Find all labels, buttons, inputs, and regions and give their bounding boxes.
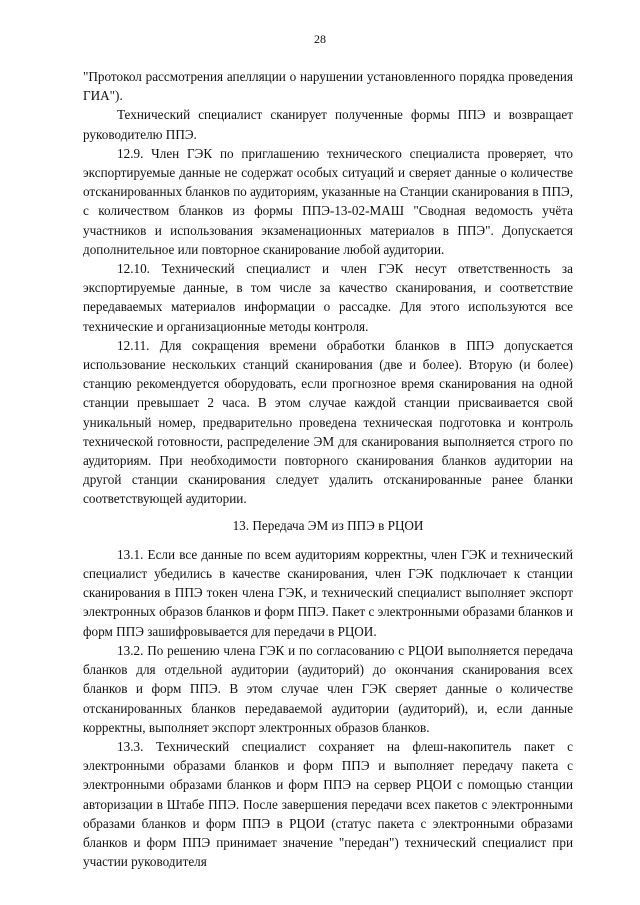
paragraph-12-9: 12.9. Член ГЭК по приглашению технического специалиста проверяет, что экспортируемые данные не содержат особых ситуаций и сверяет данные о количестве отсканированных бланков по аудиториям, указанные на Станции сканирования в ППЭ, с количеством бланков из формы ППЭ-13-02-МАШ "Сводная ведомость учёта участников и использования экзаменационных материалов в ППЭ". Допускается дополнительное или повторное сканирование любой аудитории. <box>83 145 573 257</box>
paragraph-12-11: 12.11. Для сокращения времени обработки бланков в ППЭ допускается использование нескольких станций сканирования (две и более). Вторую (и более) станцию рекомендуется оборудовать, если прогнозное время сканирования на одной станции превышает 2 часа. В этом случае каждой станции присваивается свой уникальный номер, предварительно проведена техническая подготовка и контроль технической готовности, распределение ЭМ для сканирования выполняется строго по аудиториям. При необходимости повторного сканирования бланков аудитории на другой станции сканирования следует удалить отсканированные ранее бланки соответствующей аудитории. <box>83 337 573 507</box>
document-body <box>83 67 573 871</box>
paragraph-13-2: 13.2. По решению члена ГЭК и по согласованию с РЦОИ выполняется передача бланков для отдельной аудитории (аудиторий) до окончания сканирования всех бланков и форм ППЭ. В этом случае член ГЭК сверяет данные о количестве отсканированных бланков передаваемой аудитории (аудиторий), и, если данные корректны, выполняет экспорт электронных образов бланков. <box>83 642 573 735</box>
paragraph-13-3: 13.3. Технический специалист сохраняет на флеш-накопитель пакет с электронными образами бланков и форм ППЭ и выполняет передачу пакета с электронными образами бланков и форм ППЭ на сервер РЦОИ с помощью станции авторизации в Штабе ППЭ. После завершения передачи всех пакетов с электронными образами бланков и форм ППЭ в РЦОИ (статус пакета с электронными образами бланков и форм ППЭ принимает значение "передан") технический специалист при участии руководителя <box>83 738 573 870</box>
paragraph-12-10: 12.10. Технический специалист и член ГЭК несут ответственность за экспортируемые данные, в том числе за качество сканирования, и соответствие передаваемых материалов информации о рассадке. Для этого используются все технические и организационные методы контроля. <box>83 261 573 334</box>
page-number: 28 <box>314 32 326 46</box>
section-heading: 13. Передача ЭМ из ППЭ в РЦОИ <box>232 517 424 533</box>
paragraph: Технический специалист сканирует полученные формы ППЭ и возвращает руководителю ППЭ. <box>83 107 573 142</box>
paragraph-continuation: "Протокол рассмотрения апелляции о нарушении установленного порядка проведения ГИА"). <box>83 69 573 104</box>
paragraph-13-1: 13.1. Если все данные по всем аудиториям корректны, член ГЭК и технический специалист убедились в качестве сканирования, член ГЭК подключает к станции сканирования в ППЭ токен члена ГЭК, и технический специалист выполняет экспорт электронных образов бланков и форм ППЭ. Пакет с электронными образами бланков и форм ППЭ зашифровывается для передачи в РЦОИ. <box>83 546 573 639</box>
